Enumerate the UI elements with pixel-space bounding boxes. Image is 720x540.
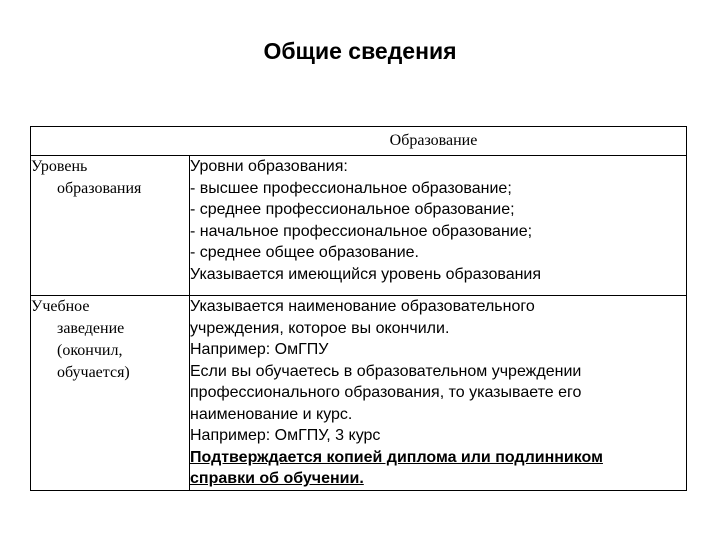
description-line: Уровни образования: bbox=[190, 158, 348, 175]
description-line: Если вы обучаетесь в образовательном учреждении bbox=[190, 362, 582, 380]
table-header-row bbox=[31, 127, 687, 156]
table-row-education-level bbox=[31, 156, 687, 296]
row-label-line: заведение bbox=[57, 320, 125, 337]
description-line: наименование и курс. bbox=[190, 405, 353, 423]
row-label-line: Уровень bbox=[31, 158, 88, 175]
confirmation-note: справки об обучении. bbox=[190, 470, 364, 487]
description-line: Например: ОмГПУ bbox=[190, 341, 329, 358]
description-line: - начальное профессиональное образование; bbox=[190, 222, 533, 240]
row-label-education-level bbox=[31, 156, 190, 296]
description-line: - высшее профессиональное образование; bbox=[190, 179, 512, 197]
description-line: Указывается наименование образовательного bbox=[190, 298, 535, 315]
description-line: - среднее профессиональное образование; bbox=[190, 201, 515, 218]
table-row-institution bbox=[31, 296, 687, 491]
slide-title: Общие сведения bbox=[263, 38, 457, 64]
education-table bbox=[30, 126, 687, 491]
description-line: профессионального образования, то указываете его bbox=[190, 384, 582, 401]
row-label-line: образования bbox=[57, 180, 142, 197]
description-line: Например: ОмГПУ, 3 курс bbox=[190, 427, 381, 444]
row-description-institution bbox=[190, 296, 687, 491]
description-line: - среднее общее образование. bbox=[190, 244, 419, 261]
row-label-line: (окончил, bbox=[57, 342, 123, 359]
row-label-line: Учебное bbox=[31, 298, 90, 315]
row-description-education-level bbox=[190, 156, 687, 296]
row-label-line: обучается) bbox=[57, 364, 130, 381]
confirmation-note: Подтверждается копией диплома или подлинником bbox=[190, 448, 603, 466]
description-line: учреждения, которое вы окончили. bbox=[190, 319, 450, 337]
description-line: Указывается имеющийся уровень образования bbox=[190, 265, 542, 283]
row-label-institution bbox=[31, 296, 190, 491]
table-header: Образование bbox=[31, 127, 687, 156]
